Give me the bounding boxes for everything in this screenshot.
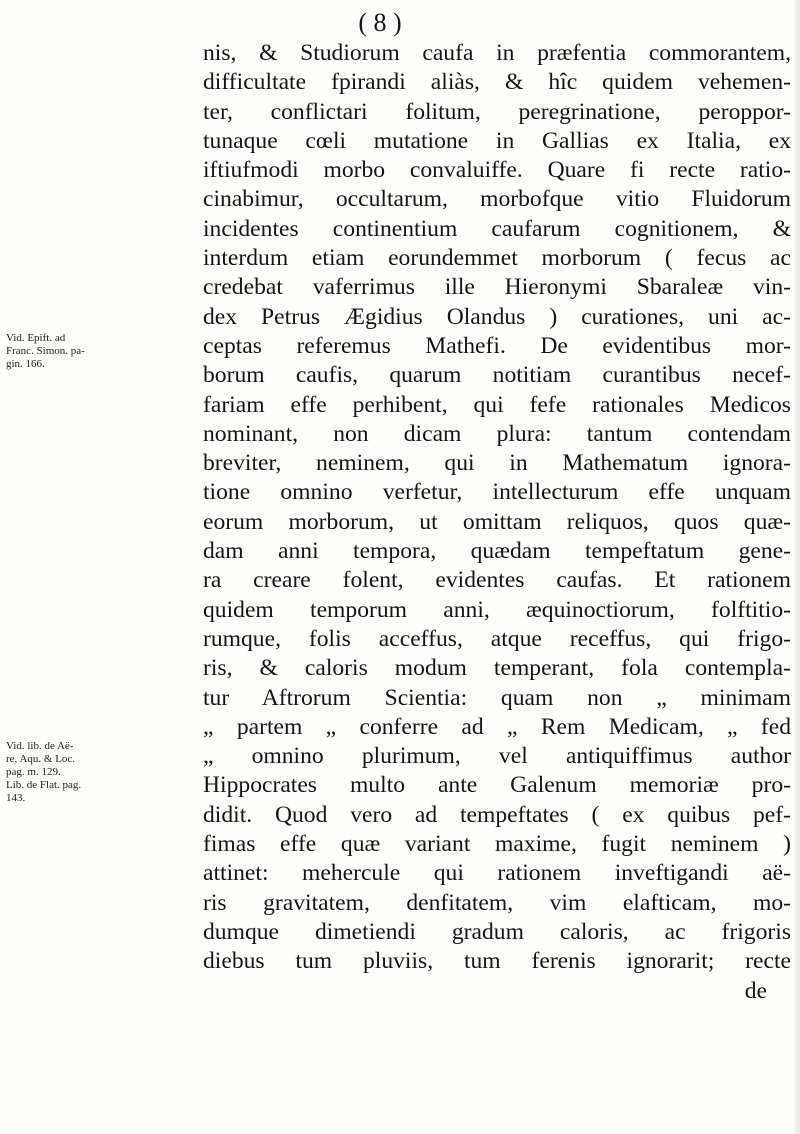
text-line: breviter, neminem, qui in Mathematum ignora- (203, 450, 791, 477)
text-line: fariam effe perhibent, qui fefe rationales Medicos (203, 391, 791, 418)
main-text-block (203, 39, 791, 1006)
text-line: dam anni tempora, quædam tempeftatum gene- (203, 538, 791, 565)
text-line: tur Aftrorum Scientia: quam non „ minimam (203, 684, 791, 711)
margin-note-line: re, Aqu. & Loc. (6, 753, 76, 765)
text-line: incidentes continentium caufarum cognitionem, & (203, 215, 791, 242)
catchword: de (744, 977, 767, 1004)
text-line: diebus tum pluviis, tum ferenis ignorarit; recte (203, 948, 791, 975)
text-line: attinet: mehercule qui rationem inveftigandi aë- (203, 860, 791, 887)
text-line: „ omnino plurimum, vel antiquiffimus author (203, 743, 791, 770)
text-line: ra creare folent, evidentes caufas. Et rationem (203, 567, 791, 594)
text-line: Hippocrates multo ante Galenum memoriæ pro- (203, 772, 791, 799)
text-line: dumque dimetiendi gradum caloris, ac frigoris (203, 918, 791, 945)
text-line: ris gravitatem, denfitatem, vim elafticam, mo- (203, 889, 791, 916)
text-line: „ partem „ conferre ad „ Rem Medicam, „ fed (203, 713, 791, 740)
text-line: nominant, non dicam plura: tantum contendam (203, 420, 791, 447)
text-line: ris, & caloris modum temperant, fola contempla- (203, 655, 791, 682)
text-line: tunaque cœli mutatione in Gallias ex Italia, ex (203, 127, 791, 154)
text-line: nis, & Studiorum caufa in præfentia commorantem, (203, 40, 791, 66)
text-line: tione omnino verfetur, intellecturum effe unquam (203, 479, 791, 506)
margin-note-line: gin. 166. (6, 358, 45, 370)
text-line: cinabimur, occultarum, morbofque vitio Fluidorum (203, 186, 791, 213)
margin-note-line: Vid. lib. de Aë- (6, 740, 74, 752)
text-line: difficultate fpirandi aliàs, & hîc quidem vehemen- (203, 69, 791, 96)
text-line: dex Petrus Ægidius Olandus ) curationes, uni ac- (203, 303, 791, 330)
page-edge-shadow (794, 0, 800, 1134)
page-number: ( 8 ) (358, 8, 402, 37)
margin-note-line: pag. m. 129. (6, 766, 61, 778)
margin-note-line: Vid. Epift. ad (6, 332, 66, 344)
text-line: ceptas referemus Mathefi. De evidentibus mor- (203, 332, 791, 359)
text-line: didit. Quod vero ad tempeftates ( ex quibus pef- (203, 801, 791, 828)
margin-note-hippocrates-reference (6, 740, 82, 805)
text-line: eorum morborum, ut omittam reliquos, quos quæ- (203, 508, 791, 535)
text-line: fimas effe quæ variant maxime, fugit neminem ) (203, 831, 791, 858)
margin-note-line: 143. (6, 792, 26, 804)
margin-note-line: Franc. Simon. pa- (6, 345, 85, 357)
margin-note-line: Lib. de Flat. pag. (6, 779, 82, 791)
text-line: borum caufis, quarum notitiam curantibus necef- (203, 362, 791, 389)
text-line: interdum etiam eorundemmet morborum ( fecus ac (203, 245, 791, 272)
text-line: credebat vaferrimus ille Hieronymi Sbaraleæ vin- (203, 274, 791, 301)
text-line: rumque, folis acceffus, atque receffus, qui frigo- (203, 625, 791, 652)
margin-note-epistle-reference (6, 332, 85, 371)
text-line: quidem temporum anni, æquinoctiorum, folftitio- (203, 596, 791, 623)
text-line: ter, conflictari folitum, peregrinatione, peroppor- (203, 98, 791, 125)
text-line: iftiufmodi morbo convaluiffe. Quare fi recte ratio- (203, 157, 791, 184)
